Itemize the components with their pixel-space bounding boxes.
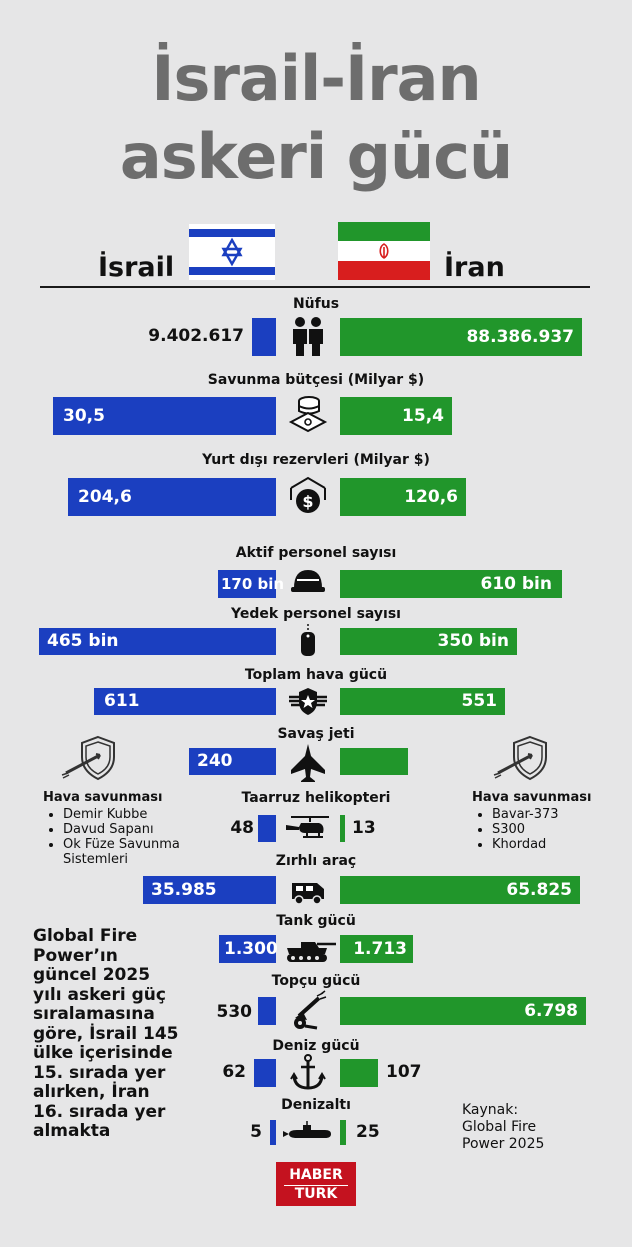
source-line2: Global Fire: [462, 1119, 537, 1135]
active-personnel-israel-value: 170 bin: [221, 575, 285, 593]
logo-line2: TURK: [284, 1185, 348, 1202]
air-force-badge-icon: [287, 680, 329, 722]
source: [462, 1102, 544, 1153]
armored-vehicle-icon: [287, 869, 329, 911]
source-line3: Power 2025: [462, 1136, 545, 1152]
reserves-iran-bar: [340, 478, 466, 516]
artillery-iran-bar: [340, 997, 586, 1025]
list-item: • Demir Kubbe: [63, 807, 213, 822]
list-item: • S300: [492, 822, 622, 837]
label-artillery: Topçu gücü: [271, 973, 361, 989]
population-iran-value: 88.386.937: [466, 327, 574, 347]
list-item: • Bavar-373: [492, 807, 622, 822]
total-air-iran-value: 551: [461, 691, 497, 711]
anchor-icon: [287, 1052, 329, 1094]
artillery-iran-value: 6.798: [524, 1001, 578, 1021]
fighter-jets-israel-bar: [189, 748, 276, 775]
reserve-personnel-israel-bar: [39, 628, 276, 655]
active-personnel-israel-bar: [218, 570, 285, 598]
reserve-personnel-iran-bar: [340, 628, 517, 655]
label-armored-vehicles: Zırhlı araç: [275, 853, 357, 869]
active-personnel-iran-bar: [340, 570, 562, 598]
submarines-israel-bar: [270, 1120, 276, 1145]
divider: [40, 286, 590, 288]
submarines-iran-bar: [340, 1120, 346, 1145]
reserves-israel-bar: [68, 478, 276, 516]
label-submarines: Denizaltı: [281, 1097, 351, 1113]
label-active-personnel: Aktif personel sayısı: [235, 545, 397, 561]
population-israel-value: 9.402.617: [148, 326, 244, 346]
naval-iran-value: 107: [386, 1062, 422, 1082]
population-iran-bar: [340, 318, 582, 356]
tanks-iran-bar: [340, 935, 413, 963]
label-tanks: Tank gücü: [276, 913, 356, 929]
dog-tag-icon: [287, 622, 329, 664]
defense-budget-iran-value: 15,4: [402, 406, 444, 426]
country-label-israel: İsrail: [98, 252, 175, 283]
helicopter-icon: [283, 813, 335, 849]
helmet-icon: [287, 562, 329, 604]
list-item: • Khordad: [492, 837, 622, 852]
label-reserves: Yurt dışı rezervleri (Milyar $): [202, 452, 430, 468]
naval-israel-value: 62: [222, 1062, 246, 1082]
list-item: • Ok Füze Savunma Sistemleri: [63, 837, 213, 867]
page-title-line2: askeri gücü: [119, 120, 513, 193]
label-reserve-personnel: Yedek personel sayısı: [231, 606, 401, 622]
defense-budget-iran-bar: [340, 397, 452, 435]
reserve-personnel-israel-value: 465 bin: [47, 631, 119, 651]
reserves-israel-value: 204,6: [78, 487, 132, 507]
artillery-israel-value: 530: [216, 1002, 252, 1022]
label-attack-helicopters: Taarruz helikopteri: [241, 790, 391, 806]
label-defense-budget: Savunma bütçesi (Milyar $): [207, 372, 425, 388]
people-icon: [287, 316, 329, 358]
country-label-iran: İran: [444, 252, 505, 283]
defense-budget-israel-value: 30,5: [63, 406, 105, 426]
total-air-iran-bar: [340, 688, 505, 715]
svg-text:$: $: [302, 492, 314, 511]
armored-iran-value: 65.825: [506, 880, 572, 900]
ranking-text: Global Fire Power’ın güncel 2025 yılı askeri güç sıralamasına göre, İsrail 145 ülke içerisinde 15. sırada yer alırken, İran 16. sırada yer almakta: [33, 926, 179, 1141]
artillery-icon: [287, 990, 329, 1032]
tanks-israel-bar: [219, 935, 276, 963]
fighter-jet-icon: [287, 742, 329, 784]
logo-line1: HABER: [289, 1167, 343, 1183]
iran-flag: [338, 222, 430, 284]
defense-budget-israel-bar: [53, 397, 276, 435]
source-line1: Kaynak:: [462, 1102, 519, 1118]
haberturk-logo: [276, 1162, 356, 1206]
armored-israel-value: 35.985: [151, 880, 217, 900]
population-israel-bar: [252, 318, 276, 356]
israel-flag: [189, 224, 275, 284]
fighter-jets-iran-bar: [340, 748, 408, 775]
helicopters-iran-value: 13: [352, 818, 376, 838]
air-defense-israel-icon: [60, 733, 124, 787]
artillery-israel-bar: [258, 997, 276, 1025]
helicopters-israel-value: 48: [230, 818, 254, 838]
reserve-personnel-iran-value: 350 bin: [437, 631, 509, 651]
submarine-icon: [281, 1120, 335, 1148]
page-title-line1: İsrail-İran: [151, 42, 481, 115]
tank-icon: [281, 934, 337, 970]
submarines-israel-value: 5: [250, 1122, 262, 1142]
helicopters-israel-bar: [258, 815, 276, 842]
reserves-iran-value: 120,6: [404, 487, 458, 507]
money-stack-icon: [287, 394, 329, 436]
total-air-israel-bar: [94, 688, 276, 715]
label-naval: Deniz gücü: [272, 1038, 360, 1054]
label-fighter-jets: Savaş jeti: [277, 726, 355, 742]
dollar-coin-icon: [287, 474, 329, 516]
air-defense-iran-icon: [492, 733, 556, 787]
helicopters-iran-bar: [340, 815, 345, 842]
list-item: • Davud Sapanı: [63, 822, 213, 837]
label-total-air: Toplam hava gücü: [244, 667, 388, 683]
armored-iran-bar: [340, 876, 580, 904]
total-air-israel-value: 611: [104, 691, 140, 711]
armored-israel-bar: [143, 876, 276, 904]
tanks-iran-value: 1.713: [353, 939, 407, 959]
fighter-jets-israel-value: 240: [197, 751, 233, 771]
air-defense-israel-title: Hava savunması: [43, 790, 163, 805]
label-population: Nüfus: [292, 296, 340, 312]
air-defense-iran-title: Hava savunması: [472, 790, 592, 805]
naval-israel-bar: [254, 1059, 276, 1087]
naval-iran-bar: [340, 1059, 378, 1087]
active-personnel-iran-value: 610 bin: [480, 574, 552, 594]
submarines-iran-value: 25: [356, 1122, 380, 1142]
tanks-israel-value: 1.300: [224, 939, 278, 959]
